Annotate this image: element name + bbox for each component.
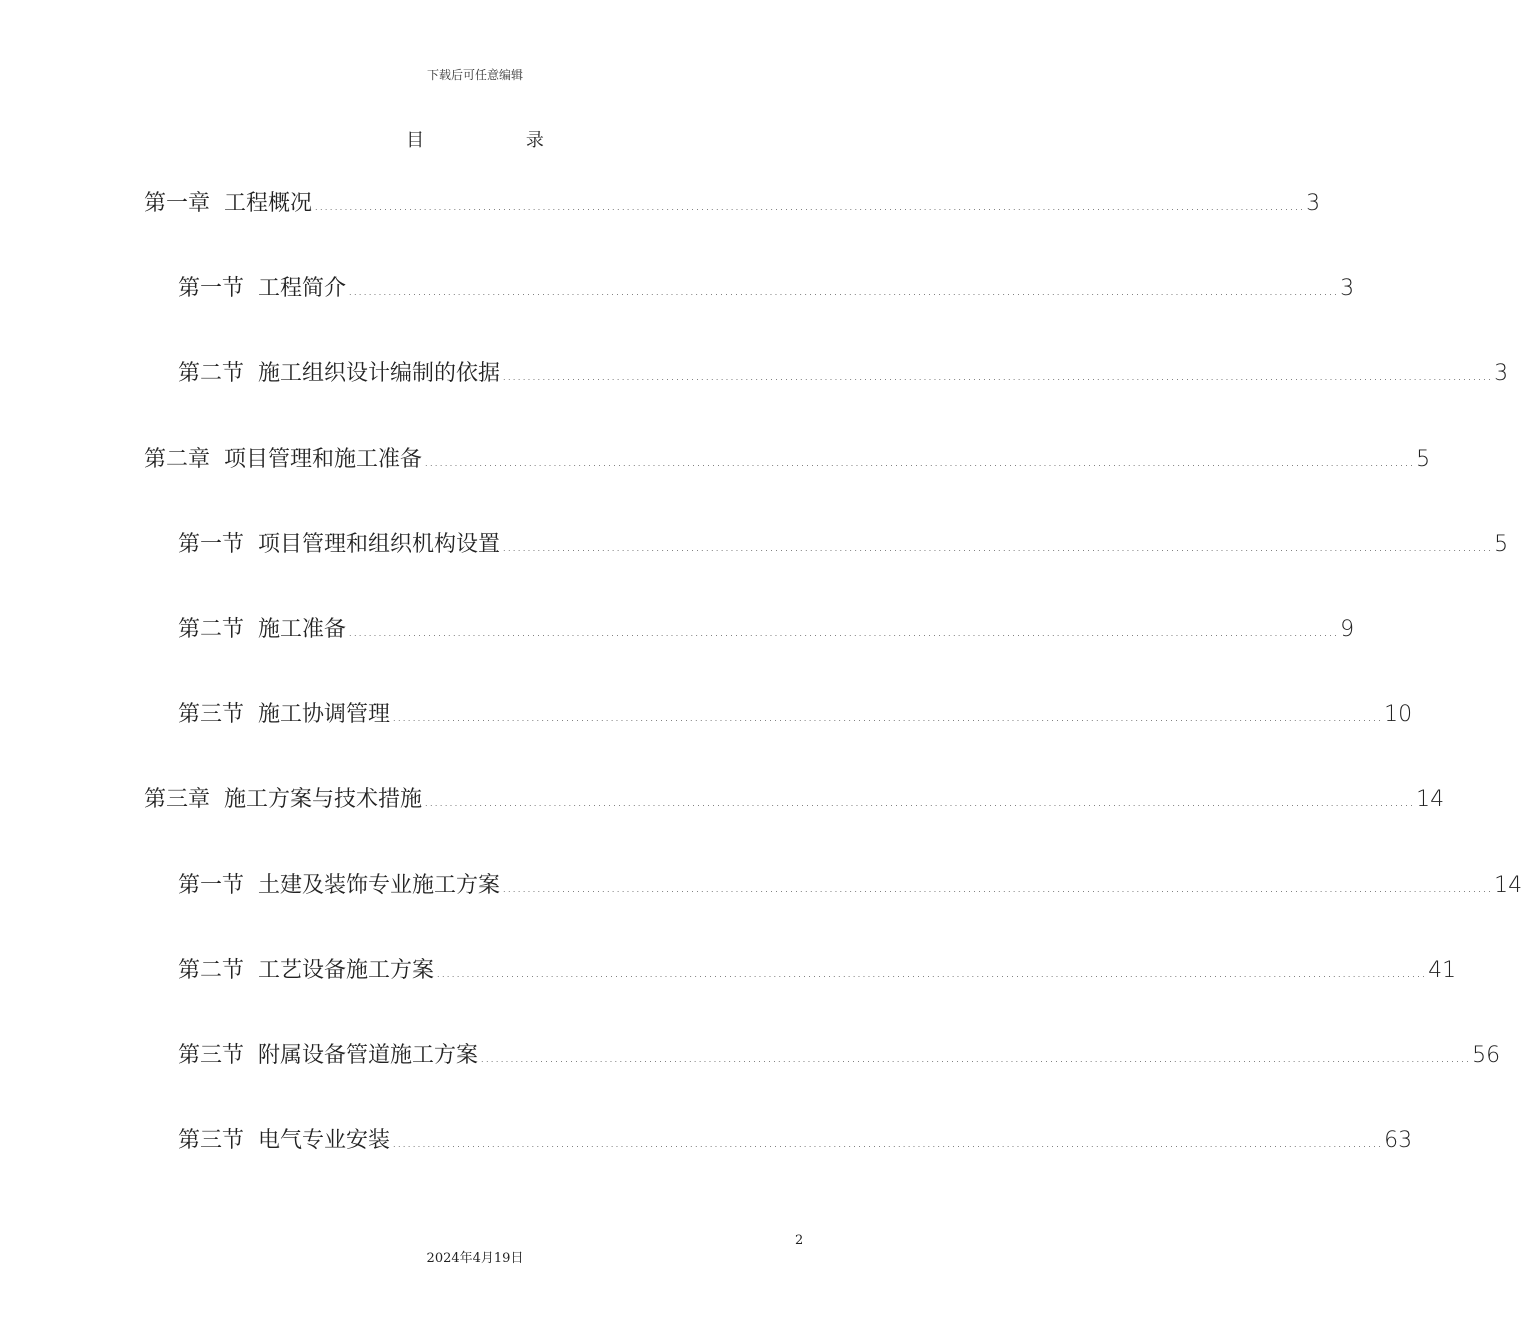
toc-entry-title: 工程简介 [258, 276, 347, 302]
toc-entry[interactable] [178, 612, 1355, 646]
toc-dot-leader: ........................................................................................................................................................................................................ [392, 709, 1383, 726]
toc-dot-leader: ........................................................................................................................................................................................................ [424, 794, 1415, 811]
toc-dot-leader: ........................................................................................................................................................................................................ [424, 453, 1415, 470]
toc-entry[interactable] [178, 697, 1413, 731]
toc-entry-title: 项目管理和施工准备 [224, 446, 423, 472]
toc-dot-leader: ........................................................................................................................................................................................................ [502, 538, 1493, 555]
toc-entry-title: 施工组织设计编制的依据 [258, 361, 501, 387]
toc-entry-number: 第三节 [178, 1128, 245, 1154]
toc-title: 目 录 [406, 130, 592, 151]
toc-dot-leader: ........................................................................................................................................................................................................ [502, 879, 1493, 896]
toc-dot-leader: ........................................................................................................................................................................................................ [392, 1135, 1383, 1152]
toc-entry-page: 5 [1416, 446, 1431, 472]
toc-entry-page: 14 [1494, 872, 1522, 898]
toc-entry-page: 10 [1384, 702, 1413, 728]
toc-entry-title: 施工准备 [258, 617, 347, 642]
toc-dot-leader: ........................................................................................................................................................................................................ [502, 368, 1493, 385]
toc-entry-page: 14 [1416, 787, 1445, 813]
toc-entry-title: 施工协调管理 [258, 702, 391, 728]
toc-entry[interactable] [178, 868, 1522, 902]
page-header: 下载后可任意编辑 [426, 68, 523, 82]
toc-dot-leader: ........................................................................................................................................................................................................ [436, 964, 1427, 981]
toc-entry-title: 项目管理和组织机构设置 [258, 531, 501, 557]
toc-entry-label [178, 868, 500, 899]
toc-entry[interactable] [178, 527, 1509, 561]
toc-entry-number: 第一节 [178, 276, 245, 302]
toc-entry-label [178, 1123, 390, 1154]
toc-dot-leader: ........................................................................................................................................................................................................ [480, 1050, 1471, 1066]
toc-entry-title: 电气专业安装 [258, 1128, 391, 1154]
toc-entry-number: 第二章 [144, 446, 211, 472]
toc-entry-title: 附属设备管道施工方案 [258, 1043, 479, 1068]
toc-entry-number: 第三章 [144, 787, 211, 813]
toc-entry-label [144, 442, 422, 473]
toc-entry-label [178, 953, 434, 984]
toc-entry-label [178, 1038, 478, 1069]
toc-entry-number: 第二节 [178, 957, 245, 983]
toc-entry[interactable] [178, 356, 1509, 390]
toc-entry-label [144, 782, 422, 813]
toc-entry-title: 施工方案与技术措施 [224, 787, 423, 813]
toc-entry-page: 5 [1494, 531, 1509, 557]
toc-entry-number: 第二节 [178, 617, 245, 642]
toc-entry[interactable] [144, 442, 1431, 476]
toc-entry-label [178, 527, 500, 558]
toc-entry-number: 第三节 [178, 1043, 245, 1068]
toc-dot-leader: ........................................................................................................................................................................................................ [314, 198, 1305, 214]
toc-entry-number: 第一节 [178, 872, 245, 898]
toc-entry-page: 3 [1340, 276, 1355, 302]
toc-entry-page: 63 [1384, 1128, 1413, 1154]
toc-entry-label [178, 356, 500, 387]
page-number: 2 [795, 1233, 804, 1248]
toc-entry-number: 第一章 [144, 191, 211, 216]
toc-entry-title: 土建及装饰专业施工方案 [258, 872, 501, 898]
toc-entry[interactable] [178, 271, 1355, 305]
toc-dot-leader: ........................................................................................................................................................................................................ [348, 283, 1339, 300]
toc-entry-page: 9 [1340, 617, 1355, 642]
toc-entry-label [178, 271, 346, 302]
toc-entry-title: 工程概况 [224, 191, 313, 216]
toc-entry-label [178, 612, 346, 643]
toc-entry-title: 工艺设备施工方案 [258, 957, 435, 983]
toc-entry-number: 第一节 [178, 531, 245, 557]
toc-entry-label [144, 186, 312, 217]
toc-entry-page: 3 [1306, 191, 1321, 216]
toc-dot-leader: ........................................................................................................................................................................................................ [348, 624, 1339, 640]
toc-entry[interactable] [144, 782, 1445, 816]
toc-entry[interactable] [144, 186, 1321, 220]
toc-entry-number: 第三节 [178, 702, 245, 728]
toc-entry[interactable] [178, 953, 1457, 987]
toc-entry-number: 第二节 [178, 361, 245, 387]
toc-entry-page: 3 [1494, 361, 1509, 387]
toc-entry-page: 56 [1472, 1043, 1501, 1068]
toc-entry-page: 41 [1428, 957, 1457, 983]
toc-entry-label [178, 697, 390, 728]
toc-entry[interactable] [178, 1038, 1501, 1072]
toc-entry[interactable] [178, 1123, 1413, 1157]
footer-date: 2024年4月19日 [426, 1251, 524, 1266]
